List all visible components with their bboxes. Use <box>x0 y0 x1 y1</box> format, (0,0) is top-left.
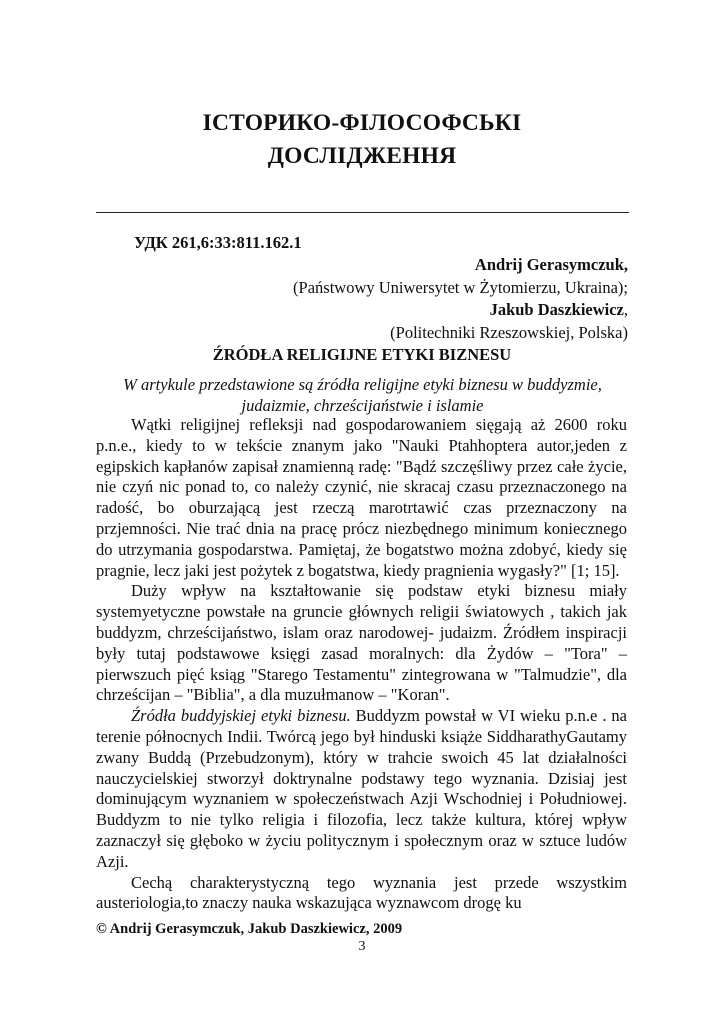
udc-code: УДК 261,6:33:811.162.1 <box>134 233 302 252</box>
horizontal-divider <box>96 212 629 213</box>
author-institution-2: (Politechniki Rzeszowskiej, Polska) <box>390 322 628 342</box>
paragraph-3 <box>96 706 627 872</box>
author-name-2-suffix: , <box>623 300 628 319</box>
article-body <box>96 415 627 914</box>
author-affiliations <box>293 254 628 344</box>
author-name-1: Andrij Gerasymczuk, <box>474 255 628 274</box>
page-number: 3 <box>358 939 366 954</box>
abstract: W artykule przedstawione są źródła religijne etyki biznesu w buddyzmie, judaizmie, chrześcijaństwie i islamie <box>123 375 602 415</box>
paragraph-3-lead: Źródła buddyjskiej etyki biznesu. <box>131 706 351 726</box>
section-title-line-1: ІСТОРИКО-ФІЛОСОФСЬКІ <box>202 110 522 136</box>
section-title-line-2: ДОСЛІДЖЕННЯ <box>267 143 457 169</box>
author-institution-1: (Państwowy Uniwersytet w Żytomierzu, Ukraina); <box>293 277 628 297</box>
paragraph-1 <box>96 415 627 581</box>
paragraph-4-text: Cechą charakterystyczną tego wyznania jest przede wszystkim austeriologia,to znaczy nauka wskazująca wyznawcom drogę ku <box>96 872 627 913</box>
paragraph-4 <box>96 873 627 915</box>
article-title: ŹRÓDŁA RELIGIJNE ETYKI BIZNESU <box>212 345 512 364</box>
section-title <box>0 107 724 173</box>
copyright-notice: © Andrij Gerasymczuk, Jakub Daszkiewicz, 2009 <box>96 921 403 937</box>
paragraph-3-text: Buddyzm powstał w VI wieku p.n.e . na terenie północnych Indii. Twórcą jego był hinduski książe SiddharathyGautamy zwany Buddą (Przebudzonym), który w trahcie swoich 45 lat działalności nauczycielskiej stworzył doktrynalne podstawy tego wyznania. Dzisiaj jest dominującym wyznaniem w społeczeństwach Azji Wschodniej i Południowej. Buddyzm to nie tylko religia i filozofia, lecz także kultura, której wpływ zaznaczył się głęboko w życiu politycznym i społecznym oraz w sztuce ludów Azji. <box>96 706 627 871</box>
paragraph-2 <box>96 581 627 706</box>
paragraph-1-text: Wątki religijnej refleksji nad gospodarowaniem sięgają aż 2600 roku p.n.e., kiedy to w tekście znanym jako "Nauki Ptahhoptera autor,jeden z egipskich kapłanów zapisał znamienną radę: "Bądź szczęśliwy przez całe życie, nie czyń nic ponad to, co należy czynić, nie skracaj czasu przeznaczonego na radość, bo oburzającą jest rzeczą marotrtawić czas przeznaczony na przjemności. Nie trać dnia na pracę prócz niezbędnego minimum koniecznego do utrzymania gospodarstwa. Pamiętaj, że bogatstwo można zdobyć, kiedy się pragnie, lecz jaki jest pożytek z bogatstwa, kiedy pragnienia wygasły?" [1; 15]. <box>96 415 627 580</box>
author-name-2 <box>293 299 628 322</box>
paragraph-2-text: Duży wpływ na kształtowanie się podstaw etyki biznesu miały systemyetyczne powstałe na gruncie głównych religii światowych , takich jak buddyzm, chrześcijaństwo, islam oraz narodowej- judaizm. Źródłem inspiracji były tutaj podstawowe księgi zasad moralnych: dla Żydów – "Tora" – pierwszuch pięć ksiąg "Starego Testamentu" zintegrowana w "Talmudzie", dla chrześcijan – "Biblia", a dla muzułmanow – "Koran". <box>96 581 627 705</box>
author-name-2-text: Jakub Daszkiewicz <box>489 300 624 319</box>
